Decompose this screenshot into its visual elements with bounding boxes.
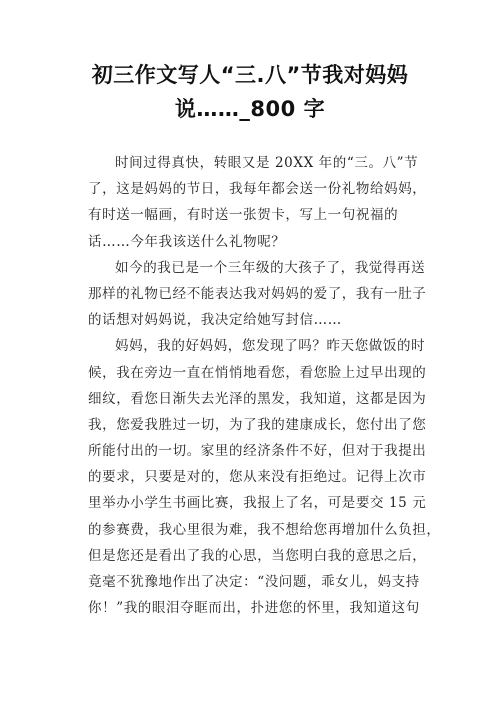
paragraph-3-line-11: 你！”我的眼泪夺眶而出，扑进您的怀里，我知道这句 [88, 600, 420, 617]
paragraph-2-line-2: 那样的礼物已经不能表达我对妈妈的爱了，我有一肚子 [88, 285, 427, 302]
paragraph-1-line-4: 话……今年我该送什么礼物呢？ [88, 233, 286, 250]
document-body [88, 150, 441, 621]
paragraph-3-line-8: 的参赛费，我心里很为难，我不想给您再增加什么负担， [88, 521, 441, 538]
document-title [60, 58, 440, 126]
paragraph-3-line-6: 的要求，只要是对的，您从来没有拒绝过。记得上次市 [88, 469, 427, 486]
paragraph-3-line-10: 竟毫不犹豫地作出了决定：“没问题，乖女儿，妈支持 [88, 574, 420, 590]
paragraph-3-line-3: 细纹，看您日渐失去光泽的黑发，我知道，这都是因为 [88, 390, 427, 407]
paragraph-1-line-2: 了，这是妈妈的节日，我每年都会送一份礼物给妈妈， [88, 181, 427, 198]
paragraph-3-line-7: 里举办小学生书画比赛，我报上了名，可是要交 15 元 [88, 495, 427, 512]
paragraph-3-line-1: 妈妈，我的好妈妈，您发现了吗？昨天您做饭的时 [115, 338, 426, 355]
paragraph-2-line-1: 如今的我已是一个三年级的大孩子了，我觉得再送 [115, 259, 426, 276]
title-line-1: 初三作文写人“三.八”节我对妈妈 [91, 63, 409, 87]
paragraph-3-line-5: 所能付出的一切。家里的经济条件不好，但对于我提出 [88, 443, 427, 460]
paragraph-3-line-4: 我，您爱我胜过一切，为了我的建康成长，您付出了您 [88, 416, 427, 433]
title-line-2: 说……_800 字 [174, 97, 326, 121]
paragraph-2-line-3: 的话想对妈妈说，我决定给她写封信…… [88, 312, 342, 329]
paragraph-1-line-3: 有时送一幅画，有时送一张贺卡，写上一句祝福的 [88, 207, 399, 224]
paragraph-3-line-9: 但是您还是看出了我的心思，当您明白我的意思之后， [88, 547, 427, 564]
paragraph-1-line-1: 时间过得真快，转眼又是 20XX 年的“三。八”节 [115, 155, 419, 171]
paragraph-3-line-2: 候，我在旁边一直在悄悄地看您，看您脸上过早出现的 [88, 364, 427, 381]
